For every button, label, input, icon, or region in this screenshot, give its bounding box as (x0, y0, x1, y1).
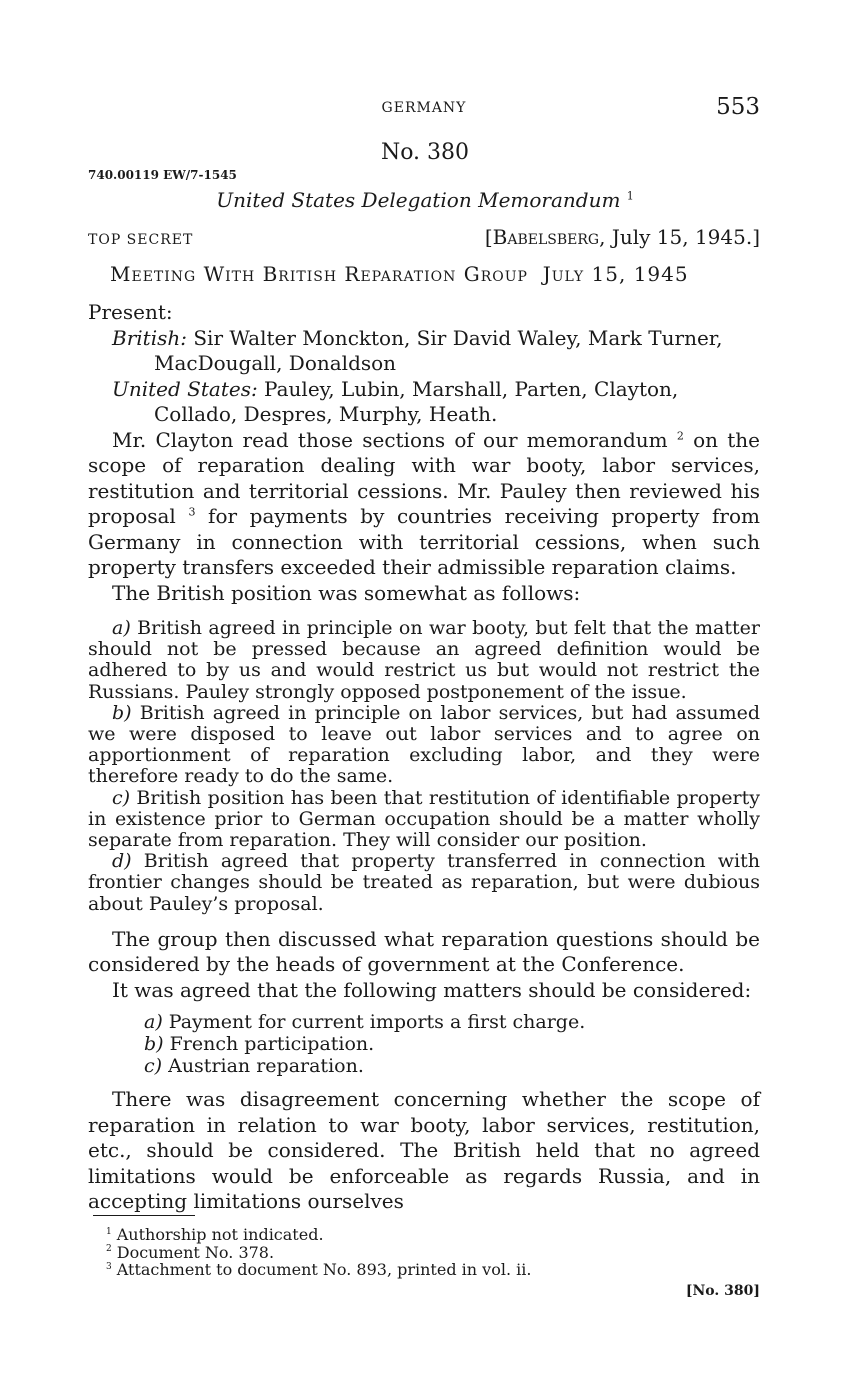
list-item (144, 1033, 760, 1055)
british-points-list (88, 618, 760, 915)
running-title: GERMANY (381, 100, 467, 116)
footnote-mark: 1 (106, 1226, 112, 1237)
list-item (144, 1055, 760, 1077)
date: , July 15, 1945.] (599, 225, 760, 249)
list-text: British agreed in principle on labor services, but had assumed we were disposed to leave out labor services and to agree on apportionment of reparation excluding labor, and they were therefore ready to do the same. (88, 701, 760, 788)
memo-body (88, 300, 760, 1215)
footnote (106, 1244, 531, 1262)
paragraph-british-position: The British position was somewhat as follows: (112, 580, 581, 605)
present-british (88, 326, 760, 377)
list-letter: b) (144, 1033, 164, 1056)
footnote-text: Attachment to document No. 893, printed in vol. ii. (116, 1260, 532, 1279)
document-number: No. 380 (380, 140, 470, 165)
list-item (144, 1011, 760, 1033)
footnote-text: Document No. 378. (116, 1242, 275, 1262)
footnote (106, 1226, 531, 1244)
list-text: British agreed that property transferred in connection with frontier changes should be treated as reparation, but were dubious about Pauley’s proposal. (88, 850, 760, 915)
agreed-matters-list (88, 1011, 760, 1077)
footnote-divider (93, 1215, 195, 1216)
document-title-text: United States Delegation Memorandum (216, 188, 621, 212)
list-text: Payment for current imports a first charge. (162, 1011, 586, 1034)
list-item (88, 703, 760, 788)
meeting-word: Meeting (110, 262, 197, 286)
place: Babelsberg (492, 225, 600, 249)
classification: TOP SECRET (88, 232, 194, 248)
meeting-date: 15, 1945 (591, 262, 689, 286)
meeting-date-month: July (542, 262, 585, 286)
paragraph-group-discussed: The group then discussed what reparation questions should be considered by the heads of government at the Conference. (88, 926, 760, 977)
place-date-bracket: [ (484, 225, 493, 249)
meeting-title (110, 262, 689, 286)
footnotes (106, 1226, 531, 1279)
footnote-ref-1: 1 (626, 189, 634, 203)
list-letter: b) (112, 701, 132, 724)
british-label: British: (112, 325, 187, 350)
list-item (88, 788, 760, 852)
meeting-word: Reparation (344, 262, 457, 286)
list-text: British position has been that restitution of identifiable property in existence prior to German occupation should be a matter wholly separate from reparation. They will consider our position. (88, 786, 760, 852)
file-reference: 740.00119 EW/7-1545 (88, 168, 237, 182)
present-label: Present: (88, 300, 173, 324)
document-tag: [No. 380] (685, 1283, 760, 1299)
list-item (88, 851, 760, 915)
list-letter: a) (112, 617, 131, 639)
list-text: British agreed in principle on war booty, but felt that the matter should not be pressed because an agreed definition would be adhered to by us and would restrict us but would not restrict the Russians. Pauley strongly opposed postponement of the issue. (88, 617, 760, 703)
us-label: United States: (112, 376, 258, 401)
list-item (88, 618, 760, 703)
list-text: French participation. (163, 1033, 375, 1056)
footnote-mark: 3 (106, 1261, 112, 1272)
list-letter: c) (144, 1055, 163, 1078)
paragraph-disagreement: There was disagreement concerning whether the scope of reparation in relation to war booty, labor services, restitution, etc., should be considered. The British held that no agreed limitations would be enforceable as regards Russia, and in accepting limitations ourselves (88, 1087, 760, 1214)
paragraph-text: for payments by countries receiving property from Germany in connection with territorial cessions, when such property transfers exceeded their admissible reparation claims. (88, 504, 760, 579)
present-united-states (88, 377, 760, 428)
paragraph-agreed: It was agreed that the following matters should be considered: (112, 977, 752, 1002)
meeting-word: Group (463, 262, 528, 286)
meeting-word: British (262, 262, 338, 286)
meeting-word: With (203, 262, 256, 286)
footnote-ref-3: 3 (188, 505, 196, 519)
document-title (0, 188, 850, 212)
footnote-text: Authorship not indicated. (116, 1225, 324, 1244)
paragraph-text: on the scope of reparation dealing with war booty, labor services, restitution and territorial cessions. Mr. Pauley then reviewed his proposal (88, 427, 761, 528)
footnote-ref-2: 2 (676, 428, 684, 442)
paragraph-clayton (88, 428, 760, 581)
list-letter: a) (144, 1011, 163, 1034)
us-names: Pauley, Lubin, Marshall, Parten, Clayton, Collado, Despres, Murphy, Heath. (154, 376, 679, 426)
footnote (106, 1261, 531, 1279)
page-number: 553 (716, 94, 760, 120)
british-names: Sir Walter Monckton, Sir David Waley, Mark Turner, MacDougall, Donaldson (154, 325, 723, 375)
footnote-mark: 2 (106, 1244, 112, 1255)
place-date (485, 225, 760, 249)
list-letter: c) (112, 786, 131, 809)
list-text: Austrian reparation. (162, 1055, 364, 1078)
list-letter: d) (112, 850, 132, 873)
running-head (88, 96, 760, 122)
paragraph-text: Mr. Clayton read those sections of our memorandum (112, 427, 668, 452)
